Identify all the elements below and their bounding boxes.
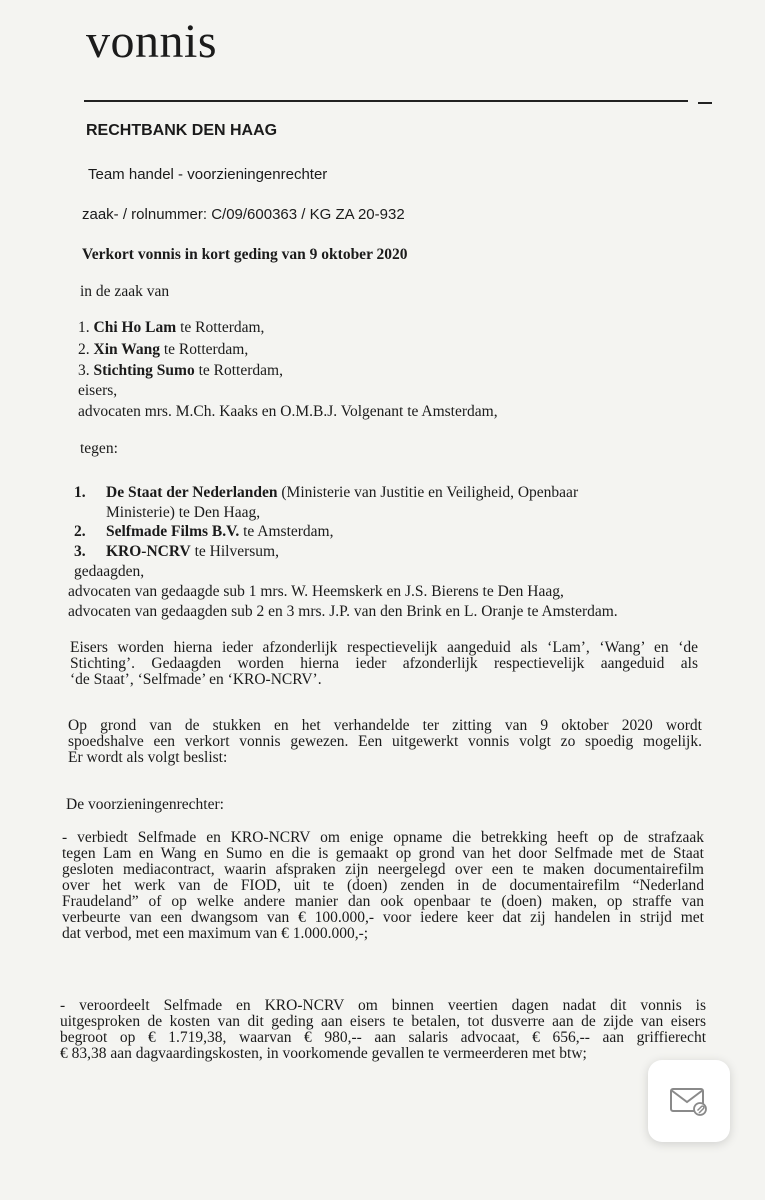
paragraph-prohibition bbox=[62, 830, 704, 942]
text-line: over het werk van de FIOD, uit te (doen) zenden in de documentairefilm “Nederland bbox=[62, 877, 704, 894]
defendant-item bbox=[106, 523, 333, 541]
team-line: Team handel - voorzieningenrechter bbox=[88, 166, 328, 183]
text-line: uitgesproken de kosten van dit geding aan eisers te betalen, tot dusverre aan de zijde van eisers bbox=[60, 1013, 706, 1030]
defendant-detail-cont: Ministerie) te Den Haag, bbox=[106, 504, 261, 521]
text-line: Stichting’. Gedaagden worden hierna ieder afzonderlijk respectievelijk aangeduid als bbox=[70, 655, 698, 672]
defendant-item bbox=[106, 543, 279, 561]
defendant-name: De Staat der Nederlanden bbox=[106, 484, 278, 501]
plaintiff-item bbox=[78, 341, 248, 359]
text-line: verbeurte van een dwangsom van € 100.000,- voor iedere keer dat zij handelen in strijd met bbox=[62, 909, 704, 926]
text-line: Er wordt als volgt beslist: bbox=[68, 749, 228, 766]
defendant-item bbox=[74, 523, 86, 541]
plaintiff-number: 1. bbox=[78, 319, 90, 336]
defendant-number: 2. bbox=[74, 523, 86, 540]
defendant-lawyers-2: advocaten van gedaagden sub 2 en 3 mrs. J.P. van den Brink en L. Oranje te Amsterdam. bbox=[68, 603, 618, 620]
text-line: Op grond van de stukken en het verhandelde ter zitting van 9 oktober 2020 wordt bbox=[68, 717, 702, 734]
plaintiff-lawyers: advocaten mrs. M.Ch. Kaaks en O.M.B.J. Volgenant te Amsterdam, bbox=[78, 403, 498, 420]
text-line: begroot op € 1.719,38, waarvan € 980,-- aan salaris advocaat, € 656,-- aan griffierecht bbox=[60, 1029, 706, 1046]
text-line: - verbiedt Selfmade en KRO-NCRV om enige opname die betrekking heeft op de strafzaak bbox=[62, 829, 704, 846]
plaintiffs-role: eisers, bbox=[78, 382, 118, 399]
defendants-role: gedaagden, bbox=[74, 563, 145, 580]
defendant-item bbox=[74, 543, 86, 561]
defendant-number: 3. bbox=[74, 543, 86, 560]
plaintiff-location: te Rotterdam, bbox=[176, 319, 265, 336]
title-divider-tail bbox=[698, 102, 712, 104]
plaintiff-number: 3. bbox=[78, 362, 90, 379]
mail-attachment-button[interactable] bbox=[648, 1060, 730, 1142]
plaintiff-number: 2. bbox=[78, 341, 90, 358]
in-de-zaak-label: in de zaak van bbox=[80, 283, 170, 300]
text-line: ‘de Staat’, ‘Selfmade’ en ‘KRO-NCRV’. bbox=[70, 671, 322, 688]
paragraph-grounds bbox=[68, 718, 702, 766]
text-line: Eisers worden hierna ieder afzonderlijk respectievelijk aangeduid als ‘Lam’, ‘Wang’ en ‘de bbox=[70, 639, 698, 656]
case-number: zaak- / rolnummer: C/09/600363 / KG ZA 20-932 bbox=[82, 206, 405, 223]
plaintiff-name: Stichting Sumo bbox=[93, 362, 195, 379]
text-line: gesloten mediacontract, waarin afspraken zijn neergelegd over een te maken documentairefilm bbox=[62, 861, 704, 878]
plaintiff-location: te Rotterdam, bbox=[159, 341, 249, 358]
text-line: dat verbod, met een maximum van € 1.000.000,-; bbox=[62, 925, 369, 942]
defendant-item bbox=[106, 484, 578, 502]
plaintiff-location: te Rotterdam, bbox=[194, 362, 283, 379]
defendant-location: te Hilversum, bbox=[190, 543, 279, 560]
mail-attachment-icon bbox=[669, 1085, 709, 1117]
text-line: Fraudeland” of op welke andere manier dan ook openbaar te (doen) maken, op straffe van bbox=[62, 893, 704, 910]
text-line: - veroordeelt Selfmade en KRO-NCRV om binnen veertien dagen nadat dit vonnis is bbox=[60, 997, 706, 1014]
plaintiff-item bbox=[78, 362, 283, 380]
document-title: vonnis bbox=[86, 15, 218, 68]
defendant-item bbox=[74, 484, 86, 502]
tegen-label: tegen: bbox=[80, 440, 118, 457]
text-line: tegen Lam en Wang en Sumo en die is gemaakt op grond van het door Selfmade met de Staat bbox=[62, 845, 704, 862]
plaintiff-item bbox=[78, 319, 264, 337]
plaintiff-name: Xin Wang bbox=[93, 341, 160, 358]
defendant-location: te Amsterdam, bbox=[239, 523, 334, 540]
defendant-name: KRO-NCRV bbox=[106, 543, 191, 560]
plaintiff-name: Chi Ho Lam bbox=[93, 319, 177, 336]
court-name: RECHTBANK DEN HAAG bbox=[86, 122, 278, 139]
text-line: spoedshalve een verkort vonnis gewezen. Een uitgewerkt vonnis volgt zo spoedig mogelijk. bbox=[68, 733, 702, 750]
verdict-heading: Verkort vonnis in kort geding van 9 oktober 2020 bbox=[82, 246, 408, 263]
text-line: € 83,38 aan dagvaardingskosten, in voorkomende gevallen te vermeerderen met btw; bbox=[60, 1045, 587, 1062]
defendant-detail: (Ministerie van Justitie en Veiligheid, Openbaar bbox=[277, 484, 579, 501]
defendant-number: 1. bbox=[74, 484, 86, 501]
paragraph-costs bbox=[60, 998, 706, 1062]
defendant-name: Selfmade Films B.V. bbox=[106, 523, 240, 540]
paragraph-designations bbox=[70, 640, 698, 688]
defendant-lawyers-1: advocaten van gedaagde sub 1 mrs. W. Heemskerk en J.S. Bierens te Den Haag, bbox=[68, 583, 564, 600]
judge-label: De voorzieningenrechter: bbox=[66, 796, 224, 813]
title-divider bbox=[84, 100, 688, 102]
